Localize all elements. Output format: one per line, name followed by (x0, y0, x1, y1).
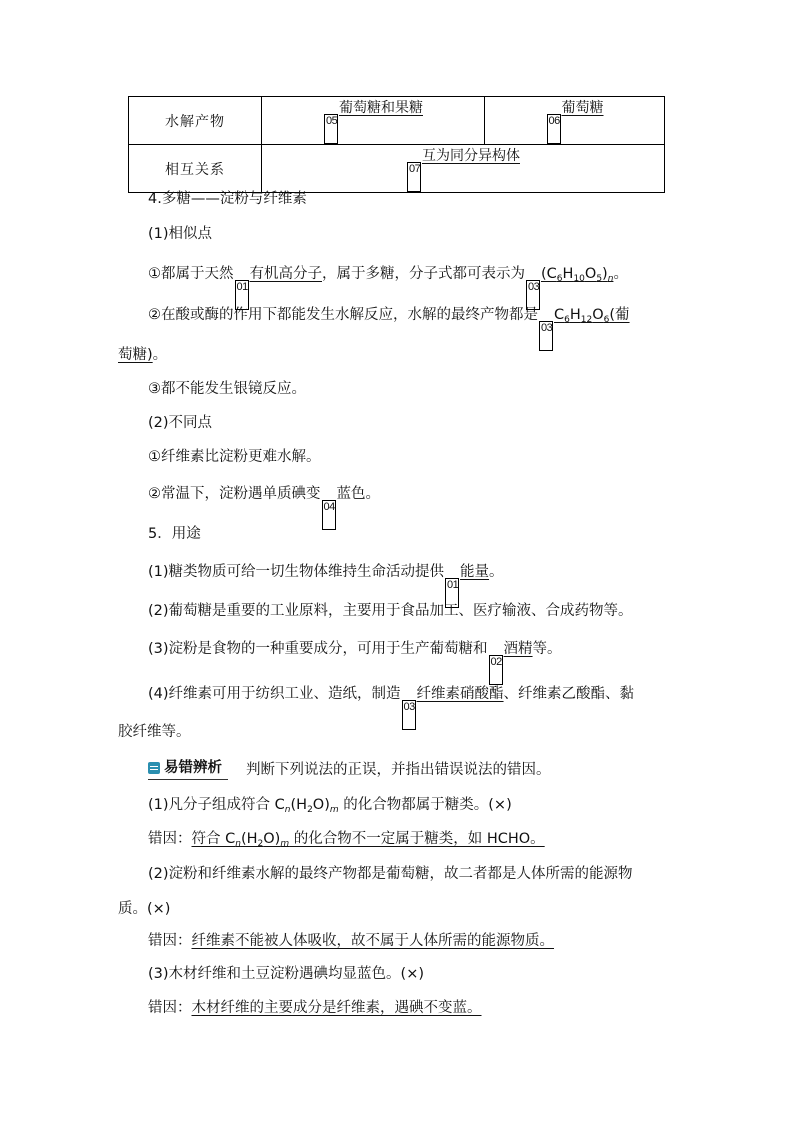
text: ②在酸或酶的作用下都能发生水解反应，水解的最终产物都是 (148, 307, 538, 323)
answer-text: 符合 $C_n(H_2O)_m$ 的化合物不一定属于糖类，如 HCHO。 (191, 831, 545, 849)
answer-number: 07 (407, 162, 421, 192)
table-cell (262, 97, 485, 145)
table-row (129, 97, 665, 145)
paragraph (148, 264, 628, 310)
paragraph (148, 684, 634, 730)
formula: $(C_6H_{10}O_5)_n$ (541, 266, 614, 284)
reason: 错因：符合 $C_n(H_2O)_m$ 的化合物不一定属于糖类，如 HCHO。 (148, 831, 545, 849)
answer-number: 01 (235, 280, 249, 310)
section-title: 5．用途 (148, 526, 201, 542)
answer-number: 02 (489, 655, 503, 685)
text: ①都属于天然 (148, 266, 234, 282)
section-title: 4.多糖——淀粉与纤维素 (148, 191, 307, 207)
answer-text: 有机高分子 (249, 266, 322, 282)
text: (1)糖类物质可给一切生物体维持生命活动提供 (148, 564, 445, 580)
paragraph-continuation: 胶纤维等。 (118, 724, 191, 740)
table-cell-label: 相互关系 (129, 145, 262, 193)
answer-text: 酒精 (503, 641, 533, 657)
paragraph (148, 305, 630, 351)
text: 。 (152, 347, 168, 363)
paragraph: ③都不能发生银镜反应。 (148, 381, 306, 397)
answer-text: 萄糖) (118, 347, 153, 363)
text: (3)淀粉是食物的一种重要成分，可用于生产葡萄糖和 (148, 641, 488, 657)
question: (2)淀粉和纤维素水解的最终产物都是葡萄糖，故二者都是人体所需的能源物 (148, 866, 633, 882)
subsection-title: (1)相似点 (148, 226, 213, 242)
answer-number: 03 (402, 700, 416, 730)
text: 等。 (532, 641, 562, 657)
answer-text: 葡萄糖 (561, 100, 604, 116)
paragraph: (2)葡萄糖是重要的工业原料，主要用于食品加工、医疗输液、合成药物等。 (148, 603, 633, 619)
text: 判断下列说法的正误，并指出错误说法的错因。 (246, 762, 551, 778)
paragraph (148, 639, 562, 685)
answer-text: 木材纤维的主要成分是纤维素，遇碘不变蓝。 (191, 1000, 482, 1016)
text: (4)纤维素可用于纺织工业、造纸，制造 (148, 686, 401, 702)
answer-text: 纤维素硝酸酯 (416, 686, 504, 702)
reason: 错因：木材纤维的主要成分是纤维素，遇碘不变蓝。 (148, 1000, 482, 1016)
answer-number: 06 (547, 114, 561, 144)
text: 蓝色。 (336, 486, 380, 502)
text: ，属于多糖，分子式都可表示为 (322, 266, 525, 282)
error-analysis-header (148, 758, 551, 780)
answer-number: 04 (322, 500, 336, 530)
text: 。 (489, 564, 504, 580)
formula: $C_6H_{12}O_6$(葡 (554, 307, 630, 325)
question: (3)木材纤维和土豆淀粉遇碘均显蓝色。(×) (148, 966, 425, 982)
answer-number: 03 (539, 321, 553, 351)
table-cell (485, 97, 665, 145)
answer-number: 05 (324, 114, 338, 144)
answer-text: 纤维素不能被人体吸收，故不属于人体所需的能源物质。 (191, 933, 554, 949)
question-continuation: 质。(×) (118, 901, 171, 917)
answer-text: 葡萄糖和果糖 (339, 100, 423, 116)
paragraph: ①纤维素比淀粉更难水解。 (148, 449, 321, 465)
table-cell (262, 145, 665, 193)
text: ②常温下，淀粉遇单质碘变 (148, 486, 321, 502)
note-icon (148, 762, 160, 774)
reason: 错因：纤维素不能被人体吸收，故不属于人体所需的能源物质。 (148, 933, 554, 949)
answer-text: 互为同分异构体 (422, 148, 520, 164)
text: 、纤维素乙酸酯、黏 (503, 686, 635, 702)
subsection-title: (2)不同点 (148, 415, 213, 431)
answer-number: 01 (445, 578, 459, 608)
comparison-table (128, 96, 665, 193)
answer-number: 03 (526, 280, 540, 310)
error-analysis-tag: 易错辨析 (148, 758, 228, 780)
table-cell-label: 水解产物 (129, 97, 262, 145)
text: 。 (613, 266, 628, 282)
question: (1)凡分子组成符合 $C_n(H_2O)_m$ 的化合物都属于糖类。(×) (148, 797, 512, 815)
answer-text: 能量 (460, 564, 490, 580)
table-row (129, 145, 665, 193)
paragraph-continuation (118, 345, 167, 365)
